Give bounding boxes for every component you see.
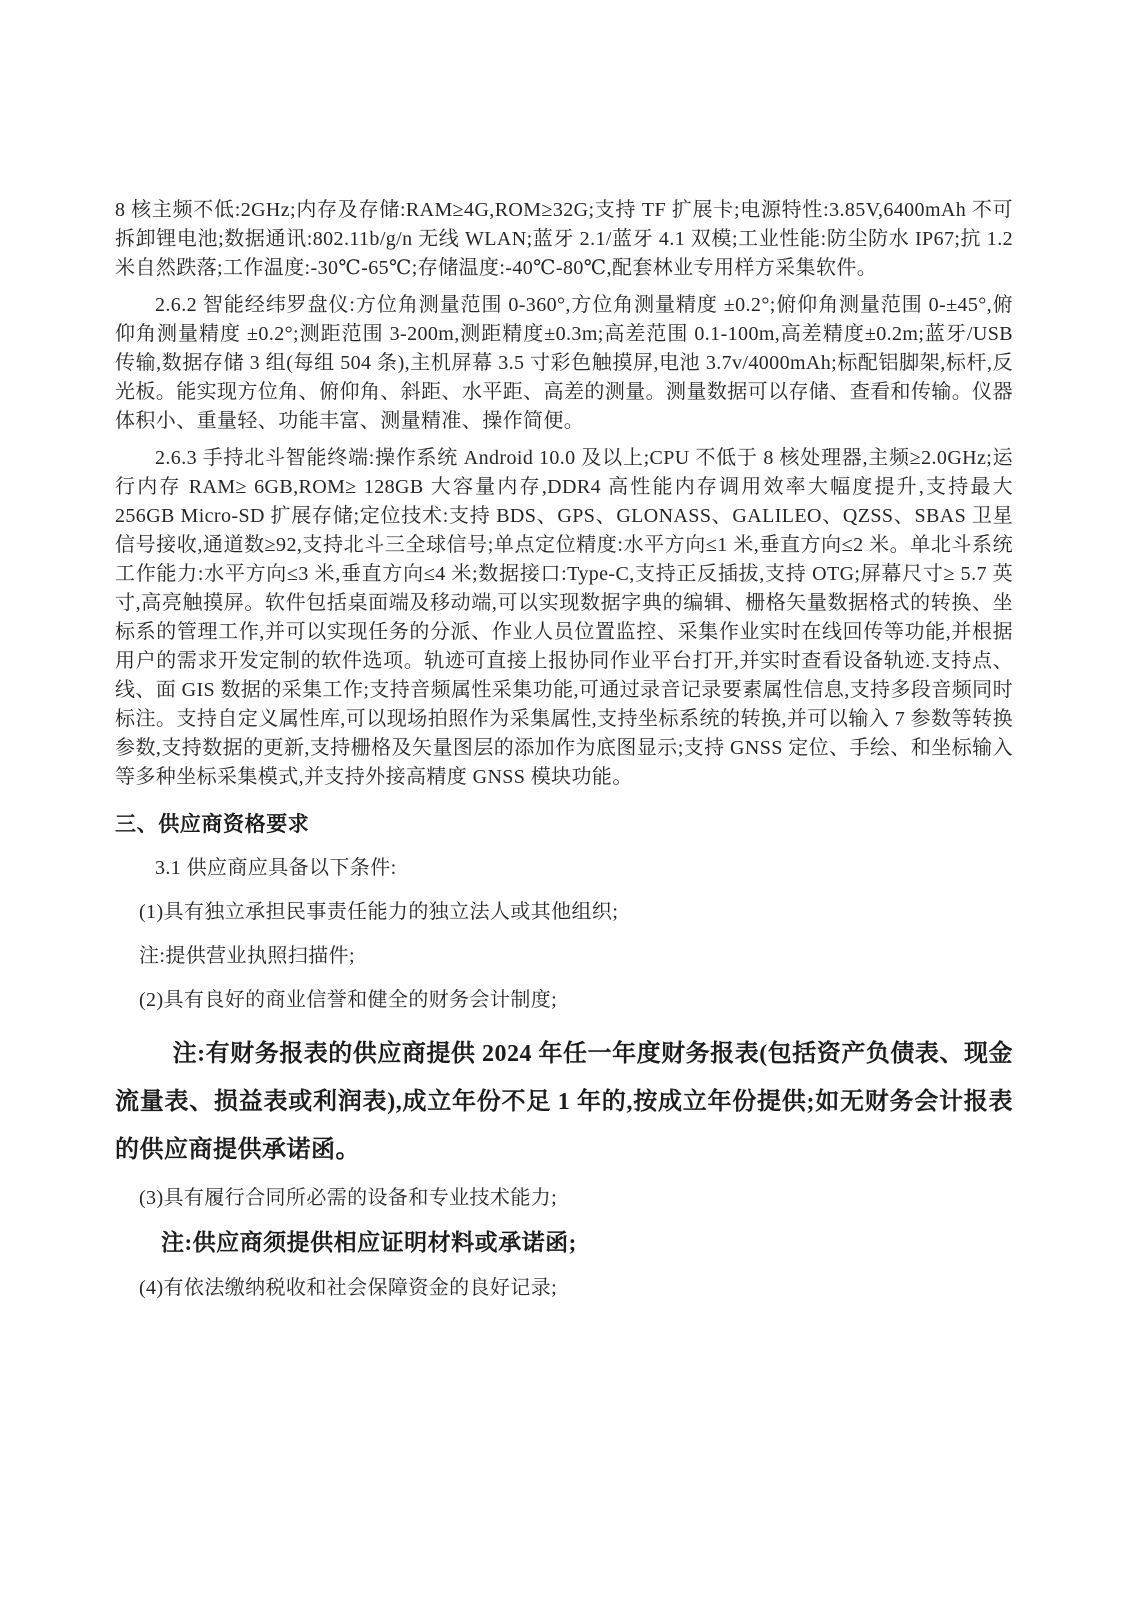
spec-paragraph-2-6-3: 2.6.3 手持北斗智能终端:操作系统 Android 10.0 及以上;CPU 不低于 8 核处理器,主频≥2.0GHz;运行内存 RAM≥ 6GB,ROM≥ 128GB 大容量内存,DDR4 高性能内存调用效率大幅度提升,支持最大 256GB Micro-SD 扩展存储;定位技术:支持 BDS、GPS、GLONASS、GALILEO、QZSS、SBAS 卫星信号接收,通道数≥92,支持北斗三全球信号;单点定位精度:水平方向≤1 米,垂直方向≤2 米。单北斗系统工作能力:水平方向≤3 米,垂直方向≤4 米;数据接口:Type-C,支持正反插拔,支持 OTG;屏幕尺寸≥ 5.7 英寸,高亮触摸屏。软件包括桌面端及移动端,可以实现数据字典的编辑、栅格矢量数据格式的转换、坐标系的管理工作,并可以实现任务的分派、作业人员位置监控、采集作业实时在线回传等功能,并根据用户的需求开发定制的软件选项。轨迹可直接上报协同作业平台打开,并实时查看设备轨迹.支持点、线、面 GIS 数据的采集工作;支持音频属性采集功能,可通过录音记录要素属性信息,支持多段音频同时标注。支持自定义属性库,可以现场拍照作为采集属性,支持坐标系统的转换,并可以输入 7 参数等转换参数,支持数据的更新,支持栅格及矢量图层的添加作为底图显示;支持 GNSS 定位、手绘、和坐标输入等多种坐标采集模式,并支持外接高精度 GNSS 模块功能。 <box>115 447 1013 788</box>
qualification-item-1: (1)具有独立承担民事责任能力的独立法人或其他组织; <box>139 901 619 923</box>
qualification-note-2-financial-statements: 注:有财务报表的供应商提供 2024 年任一年度财务报表(包括资产负债表、现金流量表、损益表或利润表),成立年份不足 1 年的,按成立年份提供;如无财务会计报表的供应商提供承诺函。 <box>115 1041 1013 1163</box>
qualification-item-4: (4)有依法缴纳税收和社会保障资金的良好记录; <box>139 1277 558 1299</box>
qualification-item-3: (3)具有履行合同所必需的设备和专业技术能力; <box>139 1187 558 1209</box>
qualification-item-2: (2)具有良好的商业信誉和健全的财务会计制度; <box>139 989 558 1011</box>
qualification-item-3-1: 3.1 供应商应具备以下条件: <box>155 857 397 879</box>
spec-paragraph-2-6-2: 2.6.2 智能经纬罗盘仪:方位角测量范围 0-360°,方位角测量精度 ±0.2°;俯仰角测量范围 0-±45°,俯仰角测量精度 ±0.2°;测距范围 3-200m,测距精度±0.3m;高差范围 0.1-100m,高差精度±0.2m;蓝牙/USB 传输,数据存储 3 组(每组 504 条),主机屏幕 3.5 寸彩色触摸屏,电池 3.7v/4000mAh;标配铝脚架,标杆,反光板。能实现方位角、俯仰角、斜距、水平距、高差的测量。测量数据可以存储、查看和传输。仪器体积小、重量轻、功能丰富、测量精准、操作简便。 <box>115 294 1013 432</box>
qualification-note-1: 注:提供营业执照扫描件; <box>139 945 355 967</box>
qualification-note-3: 注:供应商须提供相应证明材料或承诺函; <box>161 1230 577 1255</box>
section-heading-supplier-qualifications: 三、供应商资格要求 <box>115 812 310 836</box>
spec-paragraph-continued: 8 核主频不低:2GHz;内存及存储:RAM≥4G,ROM≥32G;支持 TF 扩展卡;电源特性:3.85V,6400mAh 不可拆卸锂电池;数据通讯:802.11b/g/n 无线 WLAN;蓝牙 2.1/蓝牙 4.1 双模;工业性能:防尘防水 IP67;抗 1.2 米自然跌落;工作温度:-30℃-65℃;存储温度:-40℃-80℃,配套林业专用样方采集软件。 <box>115 199 1013 279</box>
